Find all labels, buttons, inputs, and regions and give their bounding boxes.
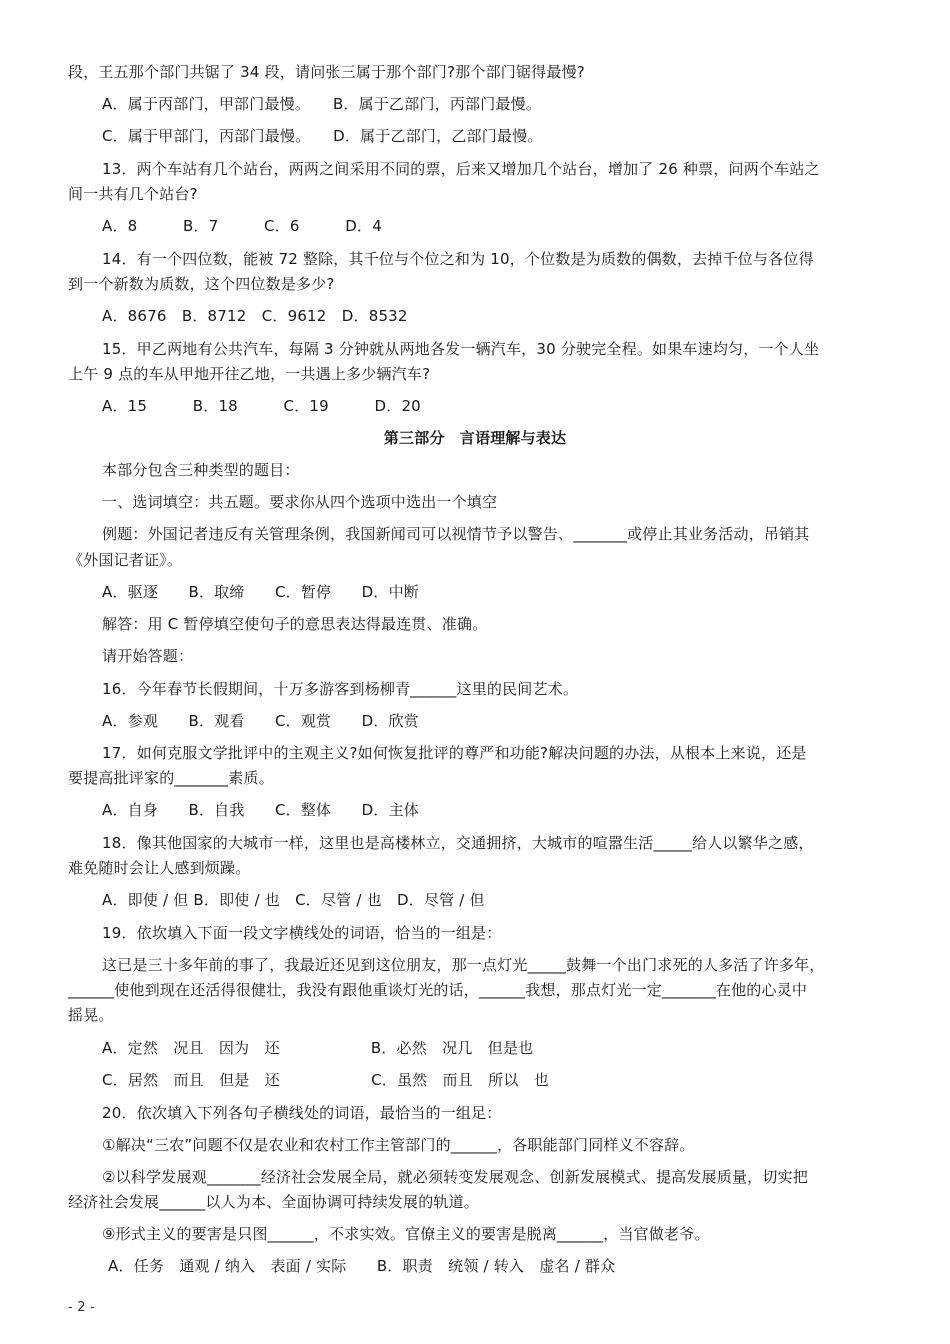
text-line: 解答：用 C 暂停填空使句子的意思表达得最连贯、准确。 [102,615,488,633]
text-line: 段，王五那个部门共锯了 34 段，请问张三属于那个部门?那个部门锯得最慢? [68,63,585,81]
text-line: 这已是三十多年前的事了，我最近还见到这位朋友，那一点灯光_____鼓舞一个出门求死的人多活了许多年， [102,956,825,974]
question-19: 19．依坎填入下面一段文字横线处的词语，恰当的一组是： [102,924,502,942]
text-line: ②以科学发展观_______经济社会发展全局，就必须转变发展观念、创新发展模式、提高发展质量，切实把 [102,1168,808,1186]
option-line: A．8 B．7 C．6 D．4 [102,217,382,235]
text-line: 上午 9 点的车从甲地开往乙地，一共遇上多少辆汽车? [68,365,431,383]
section-heading: 第三部分 言语理解与表达 [383,429,567,447]
option-line: A．参观 B．观看 C．观赏 D．欣赏 [102,712,419,730]
option-line: A．即使 / 但 B．即使 / 也 C．尽管 / 也 D．尽管 / 但 [102,891,485,909]
text-line: 经济社会发展______以人为本、全面协调可持续发展的轨道。 [68,1193,480,1211]
option-line: A．15 B．18 C．19 D．20 [102,397,421,415]
option-line: A．任务 通观 / 纳入 表面 / 实际 B．职责 统领 / 转入 虚名 / 群众 [108,1257,616,1275]
text-line: ①解决“三农”问题不仅是农业和农村工作主管部门的______，各职能部门同样义不容辞。 [102,1136,695,1154]
question-20: 20．依次填入下列各句子横线处的词语，最恰当的一组足： [102,1104,502,1122]
option-line: A．8676 B．8712 C．9612 D．8532 [102,307,408,325]
text-line: 到一个新数为质数，这个四位数是多少? [68,275,335,293]
text-line: 本部分包含三种类型的题目： [102,461,300,479]
text-line: 请开始答题： [102,647,194,665]
option-line: C．属于甲部门，丙部门最慢。 D．属于乙部门，乙部门最慢。 [102,127,543,145]
question-18: 18．像其他国家的大城市一样，这里也是高楼林立，交通拥挤，大城市的喧嚣生活_____给人以繁华之感， [102,834,814,852]
text-line: 间一共有几个站台? [68,185,198,203]
question-15: 15．甲乙两地有公共汽车，每隔 3 分钟就从两地各发一辆汽车，30 分驶完全程。如果车速均匀，一个人坐 [102,340,820,358]
text-line: 要提高批评家的_______素质。 [68,769,274,787]
text-line: 难免随时会让人感到烦躁。 [68,859,251,877]
text-line: ______使他到现在还活得很健壮，我没有跟他重谈灯光的话，______我想，那点灯光一定_______在他的心灵中 [68,981,808,999]
example-line: 例题：外国记者违反有关管理条例，我国新闻司可以视情节予以警告、_______或停止其业务活动，吊销其 [102,525,810,543]
option-line: C．居然 而且 但是 还 C．虽然 而且 所以 也 [102,1071,549,1089]
option-line: A．驱逐 B．取缔 C．暂停 D．中断 [102,583,419,601]
question-13: 13．两个车站有几个站台，两两之间采用不同的票，后来又增加几个站台，增加了 26 种票，问两个车站之 [102,160,820,178]
text-line: 一、选词填空：共五题。要求你从四个选项中选出一个填空 [102,493,498,511]
option-line: A．属于丙部门，甲部门最慢。 B．属于乙部门，丙部门最慢。 [102,95,542,113]
text-line: 摇晃。 [68,1006,114,1024]
question-17: 17．如何克服文学批评中的主观主义?如何恢复批评的尊严和功能?解决问题的办法，从根本上来说，还是 [102,744,807,762]
option-line: A．定然 况且 因为 还 B．必然 况几 但是也 [102,1039,534,1057]
text-line: 《外国记者证》。 [68,551,183,569]
text-line: ⑨形式主义的要害是只图______，不求实效。官僚主义的要害是脱离______，当官做老爷。 [102,1225,710,1243]
question-16: 16．今年春节长假期间，十万多游客到杨柳青______这里的民间艺术。 [102,680,579,698]
page-number: - 2 - [68,1300,95,1315]
option-line: A．自身 B．自我 C．整体 D．主体 [102,801,419,819]
question-14: 14．有一个四位数，能被 72 整除，其千位与个位之和为 10，个位数是为质数的偶数，去掉千位与各位得 [102,250,814,268]
